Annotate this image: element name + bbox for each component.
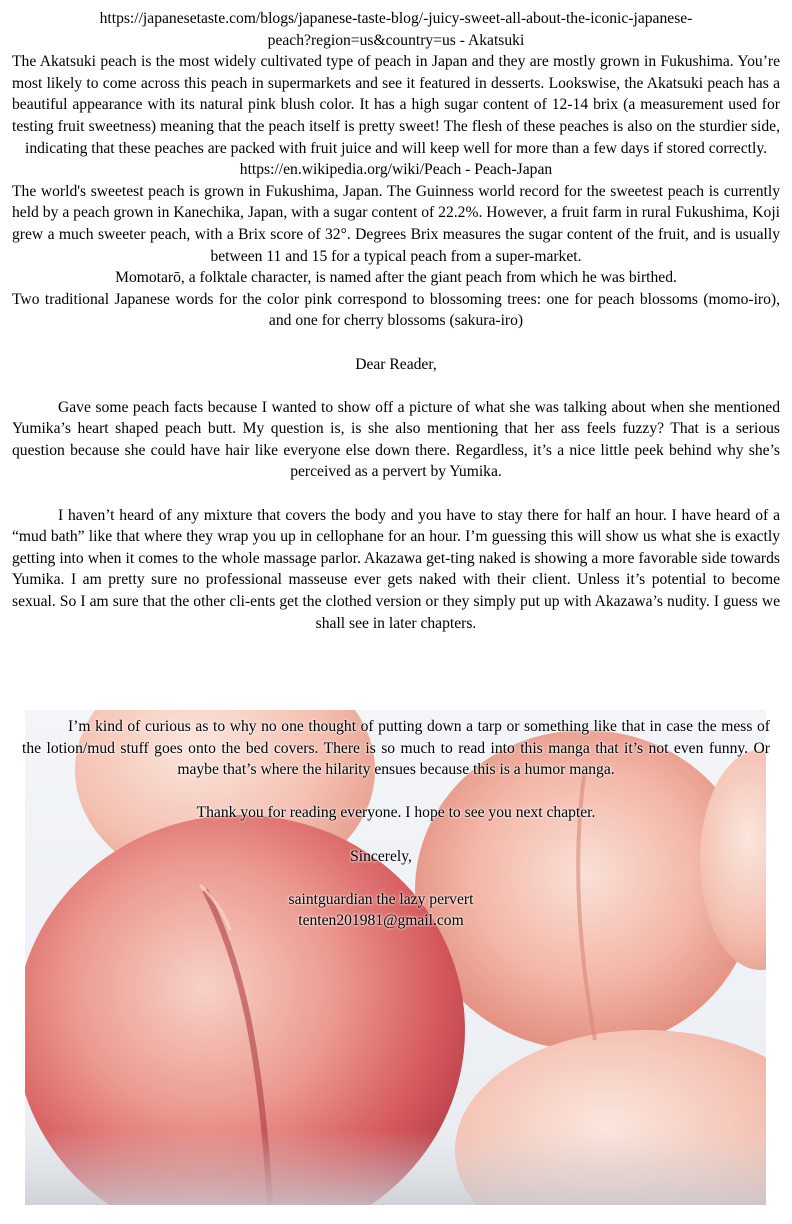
thanks-line: Thank you for reading everyone. I hope to see you next chapter.: [196, 804, 596, 822]
salutation: Dear Reader,: [355, 355, 437, 373]
document-page: [12, 8, 780, 634]
source-link-japanesetaste: https://japanesetaste.com/blogs/japanese-taste-blog/-juicy-sweet-all-about-the-iconic-japanese-peach?region=us&country=us - Akatsuki: [99, 10, 693, 49]
email-address: tenten201981@gmail.com: [298, 912, 464, 930]
letter-paragraph-3: I’m kind of curious as to why no one thought of putting down a tarp or something like that in case the mess of the lotion/mud stuff goes onto the bed covers. There is so much to read into this manga that it’s not even funny. Or maybe that’s where the hilarity ensues because this is a humor manga.: [22, 718, 770, 779]
signature: saintguardian the lazy pervert: [288, 890, 474, 908]
fact-sweetest-peach: The world's sweetest peach is grown in Fukushima, Japan. The Guinness world record for the sweetest peach is currently held by a peach grown in Kanechika, Japan, with a sugar content of 22.2%. However, a fruit farm in rural Fukushima, Koji grew a much sweeter peach, with a Brix score of 32°. Degrees Brix measures the sugar content of the fruit, and is usually between 11 and 15 for a typical peach from a super-market.: [12, 182, 780, 265]
fact-pink-words: Two traditional Japanese words for the color pink correspond to blossoming trees: one for peach blossoms (momo-iro), and one for cherry blossoms (sakura-iro): [12, 290, 780, 330]
fact-momotaro: Momotarō, a folktale character, is named after the giant peach from which he was birthed.: [115, 269, 677, 287]
photo-caption-text: [12, 716, 780, 932]
source-link-wikipedia: https://en.wikipedia.org/wiki/Peach - Peach-Japan: [239, 161, 553, 179]
closing: Sincerely,: [350, 847, 412, 865]
letter-paragraph-2: I haven’t heard of any mixture that covers the body and you have to stay there for half an hour. I have heard of a “mud bath” like that where they wrap you up in cellophane for an hour. I’m guessing this will show us what she is exactly getting into when it comes to the whole massage parlor. Akazawa get-ting naked is showing a more favorable side towards Yumika. I am pretty sure no professional masseuse ever gets naked with their client. Unless it’s potential to become sexual. So I am sure that the other cli-ents get the clothed version or they simply put up with Akazawa’s nudity. I guess we shall see in later chapters.: [12, 506, 780, 632]
letter-paragraph-1: Gave some peach facts because I wanted to show off a picture of what she was talking about when she mentioned Yumika’s heart shaped peach butt. My question is, is she also mentioning that her ass feels fuzzy? That is a serious question because she could have hair like everyone else down there. Regardless, it’s a nice little peek behind why she’s perceived as a pervert by Yumika.: [12, 398, 780, 481]
fact-akatsuki: The Akatsuki peach is the most widely cultivated type of peach in Japan and they are mostly grown in Fukushima. You’re most likely to come across this peach in supermarkets and see it featured in desserts. Lookswise, the Akatsuki peach has a beautiful appearance with its natural pink blush color. It has a high sugar content of 12-14 brix (a measurement used for testing fruit sweetness) meaning that the peach itself is pretty sweet! The flesh of these peaches is also on the sturdier side, indicating that these peaches are packed with fruit juice and will keep well for more than a few days if stored correctly.: [12, 53, 780, 157]
